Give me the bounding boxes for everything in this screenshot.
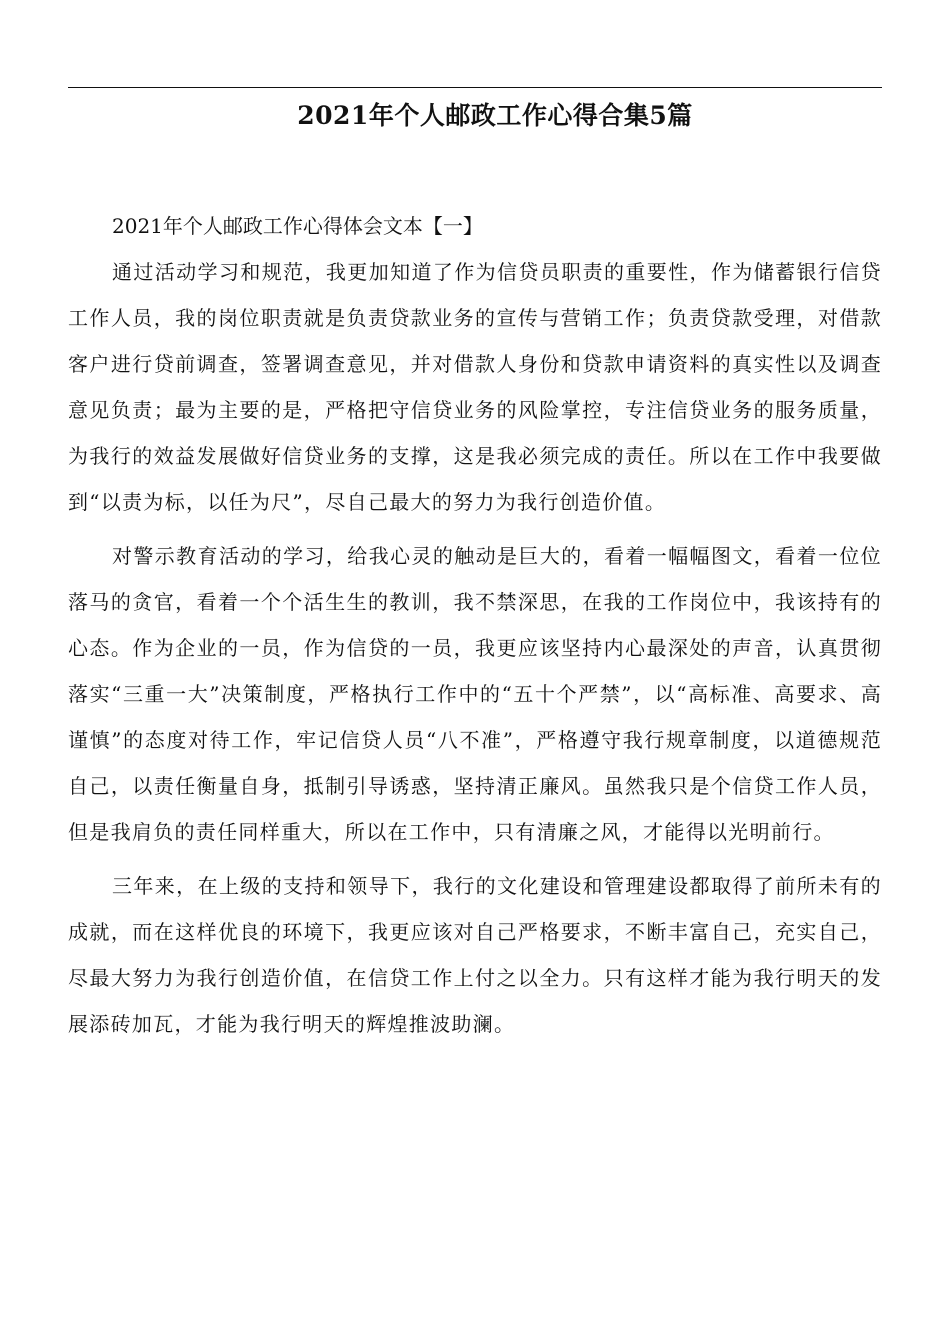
section-heading: 2021年个人邮政工作心得体会文本【一】	[112, 214, 483, 238]
document-body	[68, 203, 882, 1047]
paragraph-1: 通过活动学习和规范，我更加知道了作为信贷员职责的重要性，作为储蓄银行信贷工作人员，我的岗位职责就是负责贷款业务的宣传与营销工作；负责贷款受理，对借款客户进行贷前调查，签署调查意见，并对借款人身份和贷款申请资料的真实性以及调查意见负责；最为主要的是，严格把守信贷业务的风险掌控，专注信贷业务的服务质量，为我行的效益发展做好信贷业务的支撑，这是我必须完成的责任。所以在工作中我要做到“以责为标，以任为尺”，尽自己最大的努力为我行创造价值。	[68, 260, 882, 514]
paragraph-3: 三年来，在上级的支持和领导下，我行的文化建设和管理建设都取得了前所未有的成就，而在这样优良的环境下，我更应该对自己严格要求，不断丰富自己，充实自己，尽最大努力为我行创造价值，在信贷工作上付之以全力。只有这样才能为我行明天的发展添砖加瓦，才能为我行明天的辉煌推波助澜。	[68, 874, 882, 1036]
header-rule	[68, 87, 882, 88]
paragraph-2: 对警示教育活动的学习，给我心灵的触动是巨大的，看着一幅幅图文，看着一位位落马的贪官，看着一个个活生生的教训，我不禁深思，在我的工作岗位中，我该持有的心态。作为企业的一员，作为信贷的一员，我更应该坚持内心最深处的声音，认真贯彻落实“三重一大”决策制度，严格执行工作中的“五十个严禁”，以“高标准、高要求、高谨慎”的态度对待工作，牢记信贷人员“八不准”，严格遵守我行规章制度，以道德规范自己，以责任衡量自身，抵制引导诱惑，坚持清正廉风。虽然我只是个信贷工作人员，但是我肩负的责任同样重大，所以在工作中，只有清廉之风，才能得以光明前行。	[68, 544, 882, 844]
document-title: 2021年个人邮政工作心得合集5篇	[297, 101, 693, 130]
